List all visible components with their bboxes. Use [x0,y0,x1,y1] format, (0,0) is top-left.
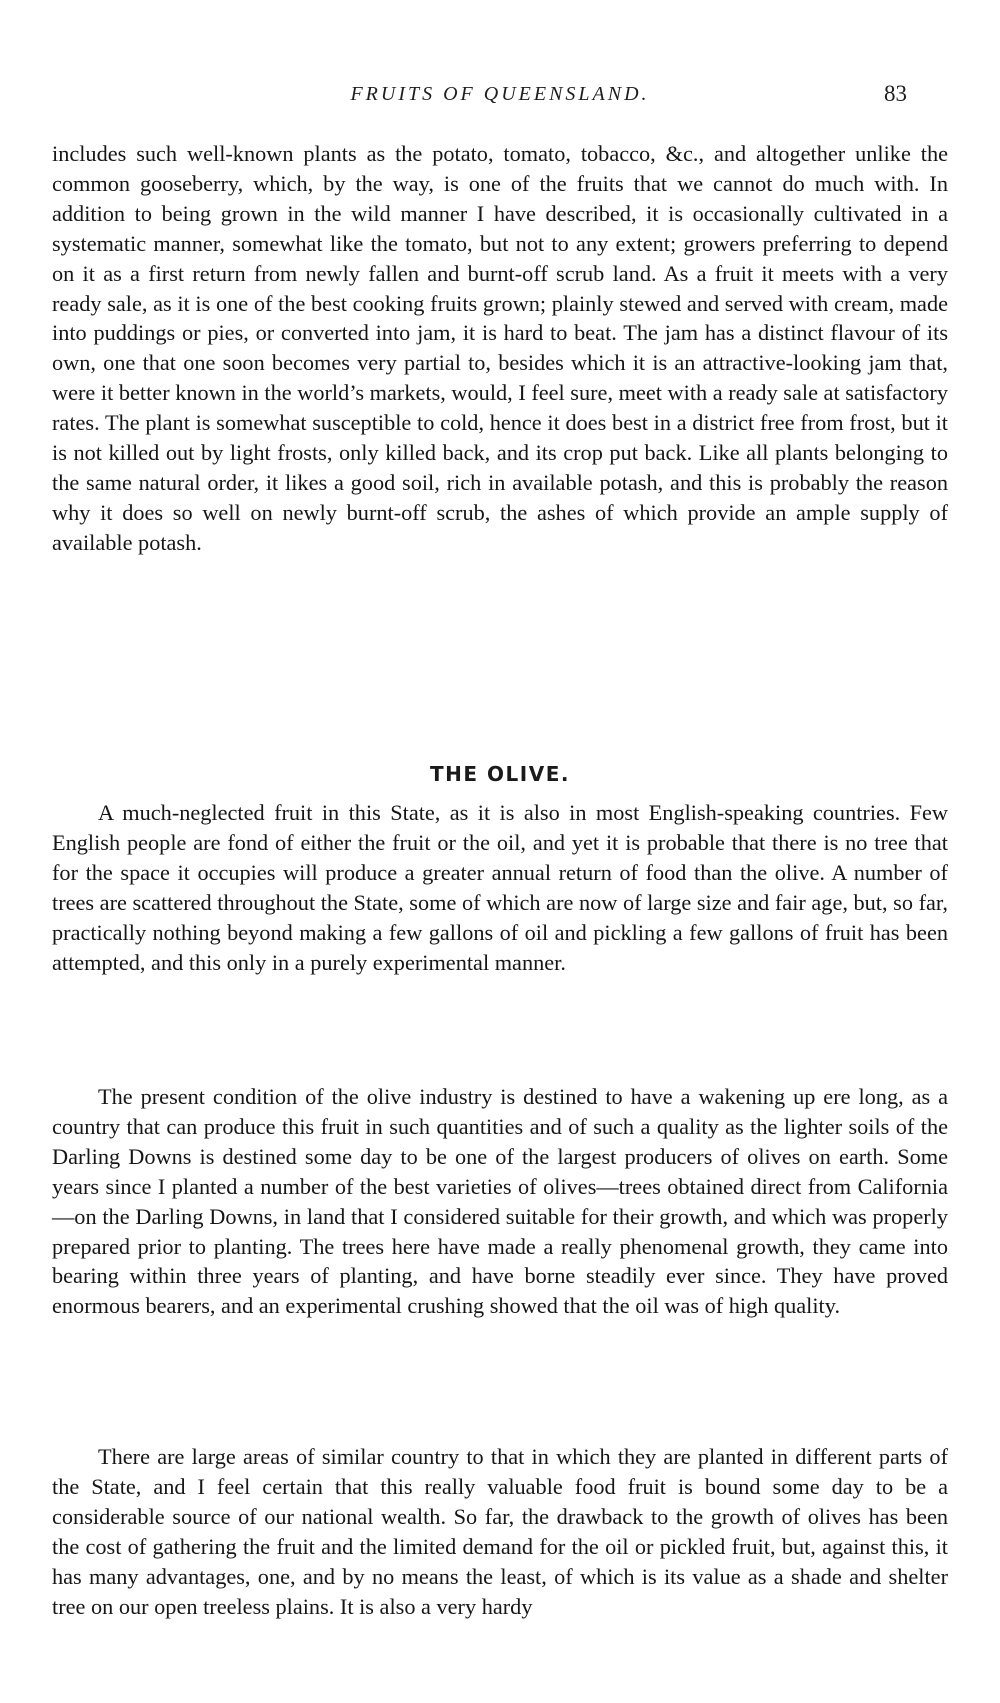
running-head [0,83,1000,113]
section-heading-olive: THE OLIVE. [430,762,570,786]
page-number: 83 [884,81,907,106]
paragraph-olive-areas [52,1442,948,1621]
paragraph-solanum-continued [52,139,948,558]
paragraph-text: There are large areas of similar country to that in which they are planted in different parts of the State, and I feel certain that this really valuable food fruit is bound some day to be a considerable source of our national wealth. So far, the drawback to the growth of olives has been the cost of gathering the fruit and the limited demand for the oil or pickled fruit, but, against this, it has many advantages, one, and by no means the least, of which is its value as a shade and shelter tree on our open treeless plains. It is also a very hardy [52,1444,948,1619]
paragraph-text: A much-neglected fruit in this State, as it is also in most English-speaking countries. Few English people are fond of either the fruit or the oil, and yet it is probable that there is no tree that for the space it occupies will produce a greater annual return of food than the olive. A number of trees are scattered throughout the State, some of which are now of large size and fair age, but, so far, practically nothing beyond making a few gallons of oil and pickling a few gallons of fruit has been attempted, and this only in a purely experimental manner. [52,800,948,975]
running-title: FRUITS OF QUEENSLAND. [350,83,650,105]
paragraph-text: The present condition of the olive industry is destined to have a wakening up ere long, as a country that can produce this fruit in such quantities and of such a quality as the lighter soils of the Darling Downs is destined some day to be one of the largest producers of olives on earth. Some years since I planted a number of the best varieties of olives—trees obtained direct from California—on the Darling Downs, in land that I considered suitable for their growth, and which was properly prepared prior to planting. The trees here have made a really phenomenal growth, they came into bearing within three years of planting, and have borne steadily ever since. They have proved enormous bearers, and an experimental crushing showed that the oil was of high quality. [52,1084,948,1319]
paragraph-text: includes such well-known plants as the potato, tomato, tobacco, &c., and altogether unlike the common gooseberry, which, by the way, is one of the fruits that we cannot do much with. In addition to being grown in the wild manner I have described, it is occasionally cultivated in a systematic manner, somewhat like the tomato, but not to any extent; growers preferring to depend on it as a first return from newly fallen and burnt-off scrub land. As a fruit it meets with a very ready sale, as it is one of the best cooking fruits grown; plainly stewed and served with cream, made into puddings or pies, or converted into jam, it is hard to beat. The jam has a distinct flavour of its own, one that one soon becomes very partial to, besides which it is an attractive-looking jam that, were it better known in the world’s markets, would, I feel sure, meet with a ready sale at satisfactory rates. The plant is somewhat susceptible to cold, hence it does best in a district free from frost, but it is not killed out by light frosts, only killed back, and its crop put back. Like all plants belonging to the same natural order, it likes a good soil, rich in available potash, and this is probably the reason why it does so well on newly burnt-off scrub, the ashes of which provide an ample supply of available potash. [52,141,948,555]
paragraph-olive-industry [52,1082,948,1321]
paragraph-olive-intro [52,798,948,977]
